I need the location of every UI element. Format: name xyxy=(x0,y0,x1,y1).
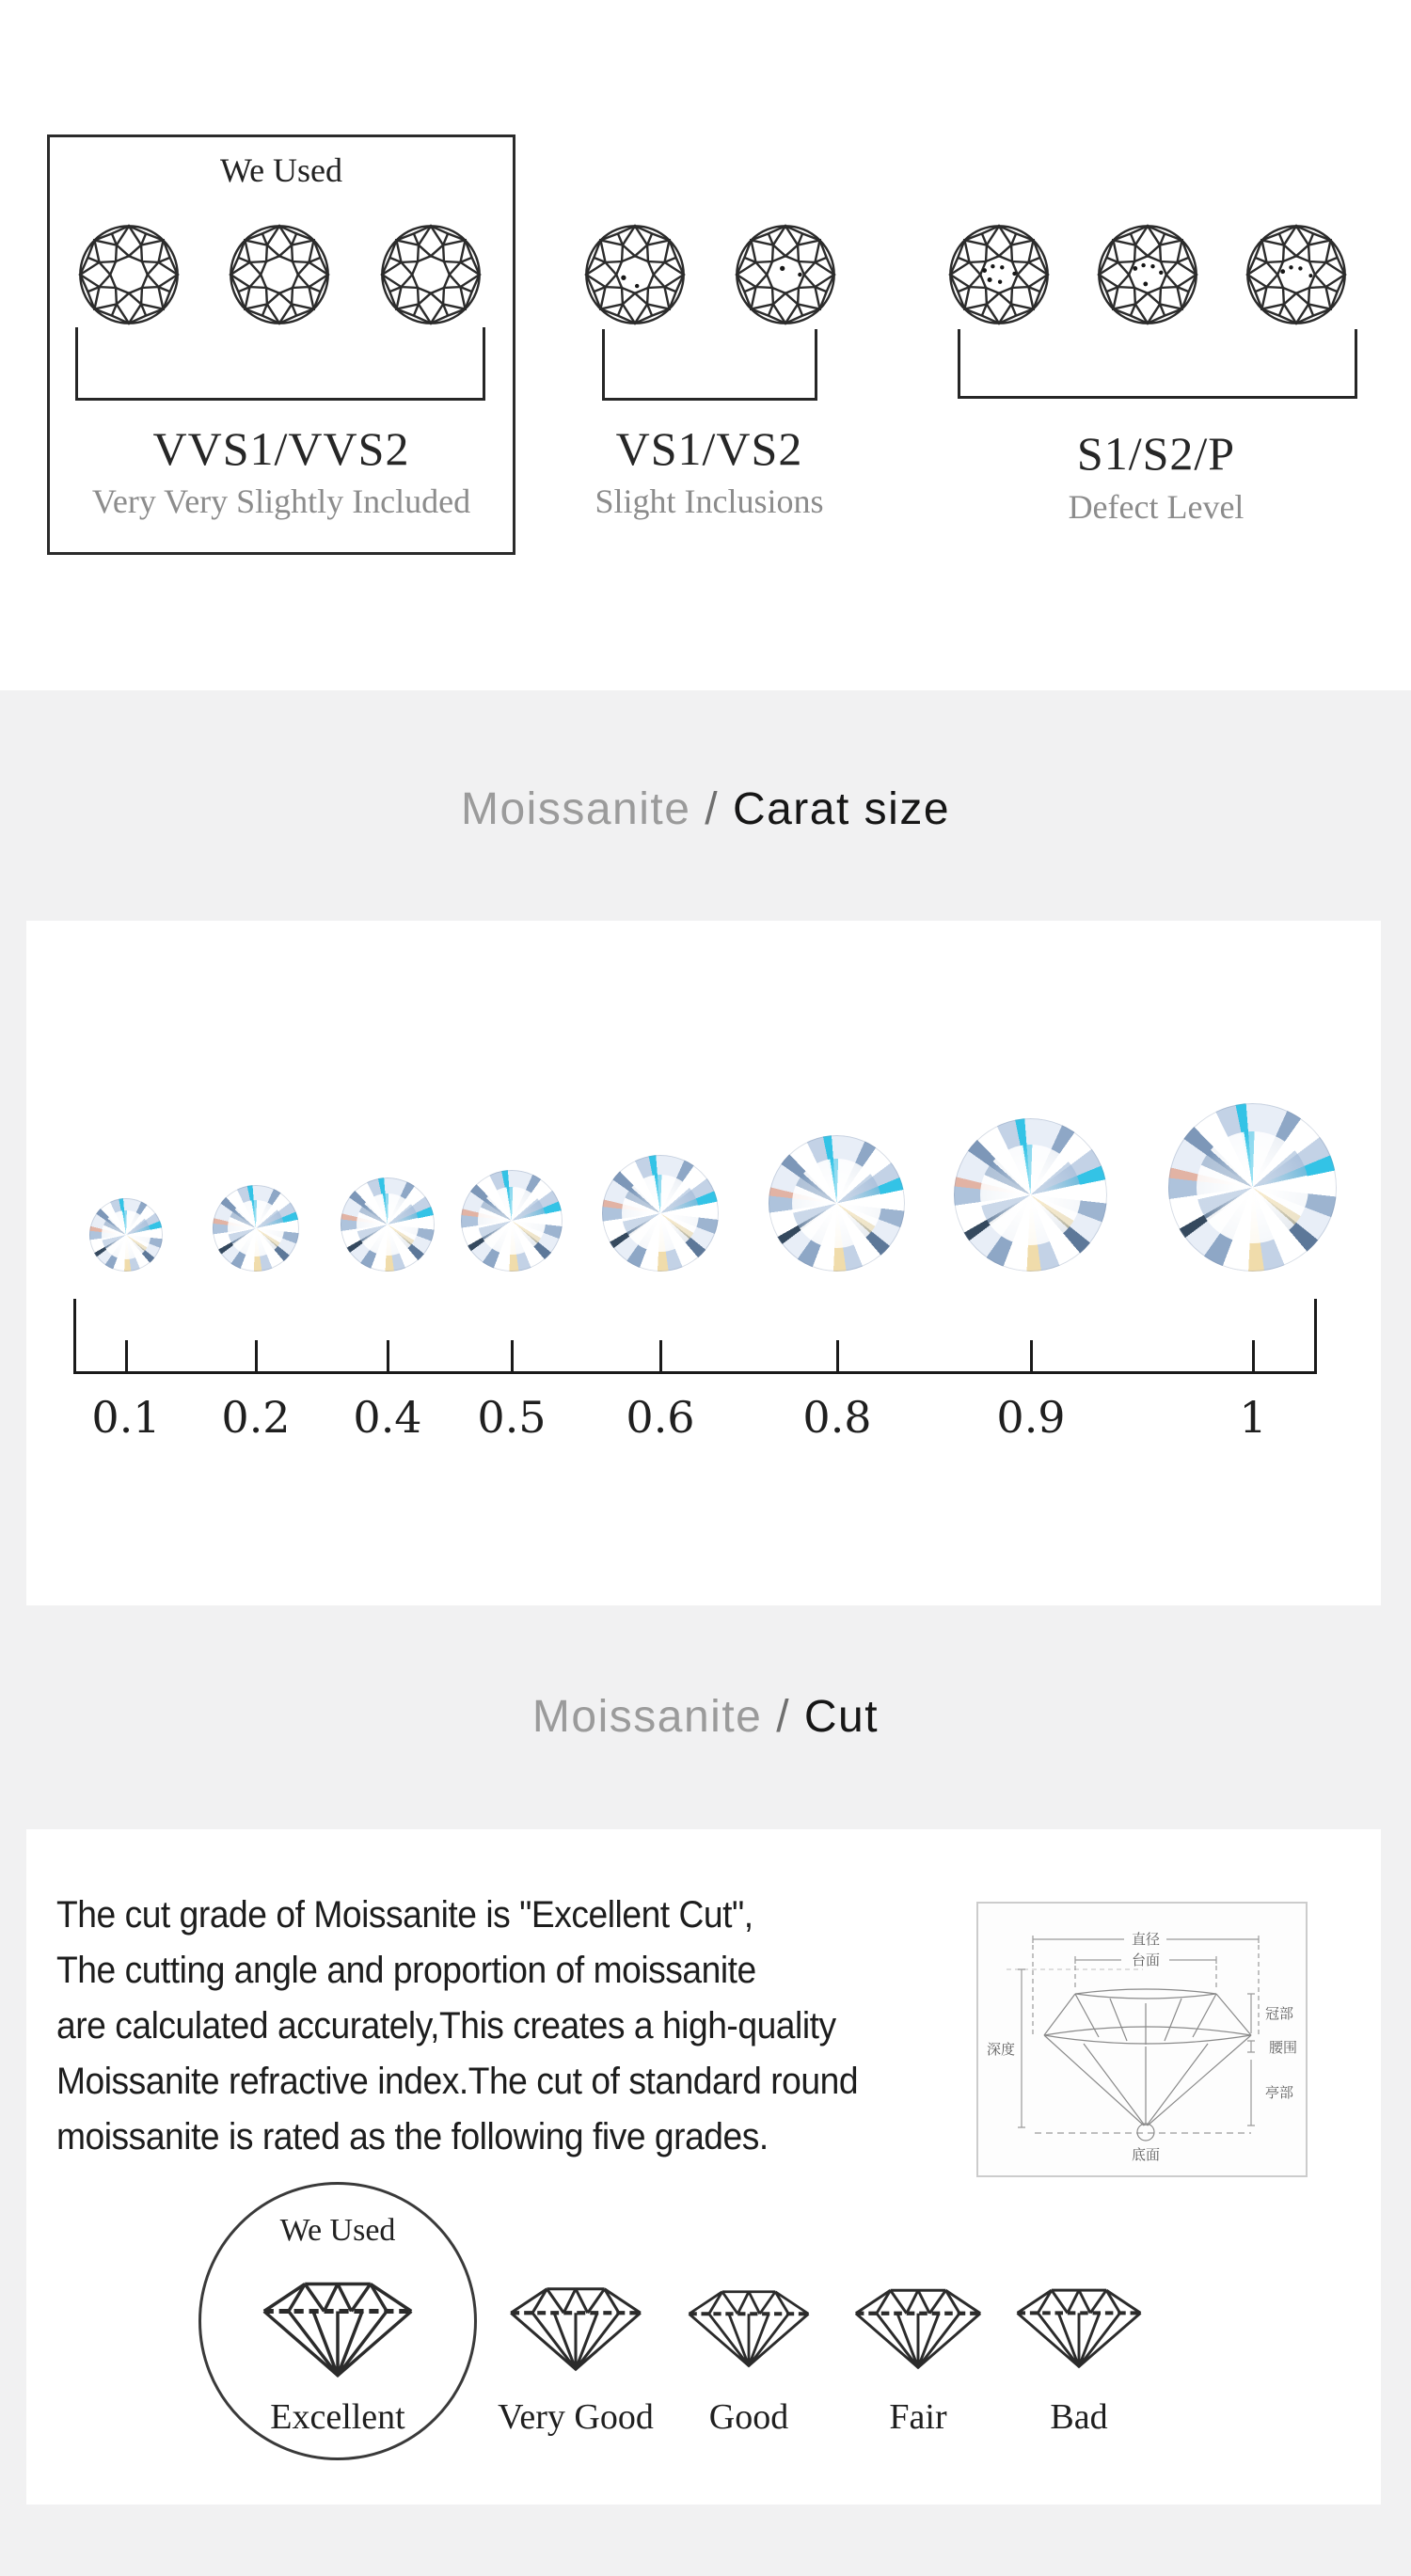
ruler-tick xyxy=(836,1340,839,1374)
heading-dark-part: Carat size xyxy=(732,784,951,834)
gem-side-view-icon-good xyxy=(680,2281,817,2369)
heading-gray-part: Moissanite xyxy=(531,1692,763,1742)
heading-separator: / xyxy=(762,1692,804,1742)
we-used-label: We Used xyxy=(219,151,343,189)
paragraph-line: moissanite is rated as the following five grades. xyxy=(56,2116,769,2157)
bracket xyxy=(483,327,485,401)
diagram-label-pavilion: 亭部 xyxy=(1264,2085,1294,2101)
gem-top-view-icon xyxy=(1245,223,1348,326)
diamond-photo-0.5 xyxy=(461,1170,563,1272)
carat-size-label: 0.6 xyxy=(626,1392,695,1443)
carat-ruler-baseline xyxy=(73,1371,1317,1374)
bracket xyxy=(75,398,485,401)
clarity-grade-label: VVS1/VVS2 xyxy=(152,422,410,475)
gem-top-view-icon xyxy=(228,223,331,326)
paragraph-line: Moissanite refractive index.The cut of standard round xyxy=(56,2061,859,2102)
cut-grade-label: Good xyxy=(708,2397,789,2437)
ruler-tick xyxy=(255,1340,258,1374)
diagram-label-culet: 底面 xyxy=(1131,2147,1161,2163)
cut-section-heading xyxy=(0,1691,1411,1743)
ruler-end-tick xyxy=(1314,1299,1317,1374)
heading-dark-part: Cut xyxy=(803,1692,880,1742)
carat-size-label: 0.8 xyxy=(802,1392,872,1443)
paragraph-line: The cutting angle and proportion of moissanite xyxy=(56,1950,756,1991)
diamond-photo-0.4 xyxy=(341,1177,435,1272)
cut-description-paragraph xyxy=(56,1888,862,2165)
cut-grade-label: Bad xyxy=(1050,2397,1108,2437)
ruler-tick xyxy=(387,1340,389,1374)
gem-top-view-icon xyxy=(947,223,1051,326)
bracket xyxy=(815,329,817,401)
cut-card xyxy=(26,1829,1381,2505)
cut-grade-label: Fair xyxy=(889,2397,947,2437)
diamond-photo-0.8 xyxy=(769,1135,905,1272)
paragraph-line: are calculated accurately,This creates a high-quality xyxy=(56,2005,836,2047)
diagram-label-table: 台面 xyxy=(1131,1952,1161,1968)
diagram-label-crown: 冠部 xyxy=(1264,2006,1294,2022)
gem-top-view-icon xyxy=(77,223,181,326)
diagram-label-depth: 深度 xyxy=(986,2042,1016,2058)
carat-size-label: 0.5 xyxy=(477,1392,547,1443)
diamond-photo-0.1 xyxy=(89,1198,163,1272)
carat-size-label: 1 xyxy=(1239,1392,1267,1443)
bracket xyxy=(602,329,605,401)
bracket xyxy=(1355,329,1357,399)
ruler-end-tick xyxy=(73,1299,76,1374)
gem-side-view-icon-fair xyxy=(847,2279,990,2371)
diamond-photo-0.9 xyxy=(954,1118,1107,1272)
bracket xyxy=(602,398,817,401)
clarity-grade-description: Very Very Slightly Included xyxy=(91,482,471,520)
carat-size-label: 0.2 xyxy=(221,1392,291,1443)
gem-side-view-icon-bad xyxy=(1008,2279,1149,2370)
bracket xyxy=(958,396,1357,399)
gem-side-view-icon-very-good xyxy=(501,2277,650,2373)
gem-side-view-icon-excellent xyxy=(253,2270,422,2379)
paragraph-line: The cut grade of Moissanite is "Excellent Cut", xyxy=(56,1894,753,1936)
diamond-photo-0.6 xyxy=(602,1155,719,1272)
clarity-grade-label: S1/S2/P xyxy=(1076,427,1236,480)
diamond-photo-0.2 xyxy=(213,1185,299,1272)
gem-top-view-icon xyxy=(734,223,837,326)
carat-size-label: 0.1 xyxy=(91,1392,161,1443)
gem-top-view-icon xyxy=(583,223,687,326)
ruler-tick xyxy=(125,1340,128,1374)
gem-top-view-icon xyxy=(379,223,483,326)
carat-section-heading xyxy=(0,783,1411,835)
ruler-tick xyxy=(511,1340,514,1374)
diagram-label-girdle: 腰围 xyxy=(1268,2040,1298,2056)
heading-gray-part: Moissanite xyxy=(460,784,691,834)
ruler-tick xyxy=(1030,1340,1033,1374)
we-used-label: We Used xyxy=(279,2213,396,2248)
carat-size-label: 0.4 xyxy=(353,1392,422,1443)
gem-top-view-icon xyxy=(1096,223,1199,326)
bracket xyxy=(75,327,78,401)
cut-grade-label: Excellent xyxy=(270,2397,405,2437)
bracket xyxy=(958,329,960,399)
clarity-grade-description: Defect Level xyxy=(1068,488,1245,526)
diamond-photo-1 xyxy=(1168,1103,1337,1272)
clarity-section xyxy=(0,0,1411,690)
ruler-tick xyxy=(1252,1340,1255,1374)
diamond-proportion-sketch xyxy=(978,1904,1306,2175)
heading-separator: / xyxy=(690,784,733,834)
diagram-label-diameter: 直径 xyxy=(1131,1932,1161,1948)
cut-grade-label: Very Good xyxy=(498,2397,654,2437)
clarity-grade-label: VS1/VS2 xyxy=(615,422,803,475)
clarity-grade-description: Slight Inclusions xyxy=(595,482,824,520)
carat-size-card xyxy=(26,921,1381,1605)
cut-proportion-diagram xyxy=(976,1902,1308,2177)
ruler-tick xyxy=(659,1340,662,1374)
carat-size-label: 0.9 xyxy=(996,1392,1066,1443)
